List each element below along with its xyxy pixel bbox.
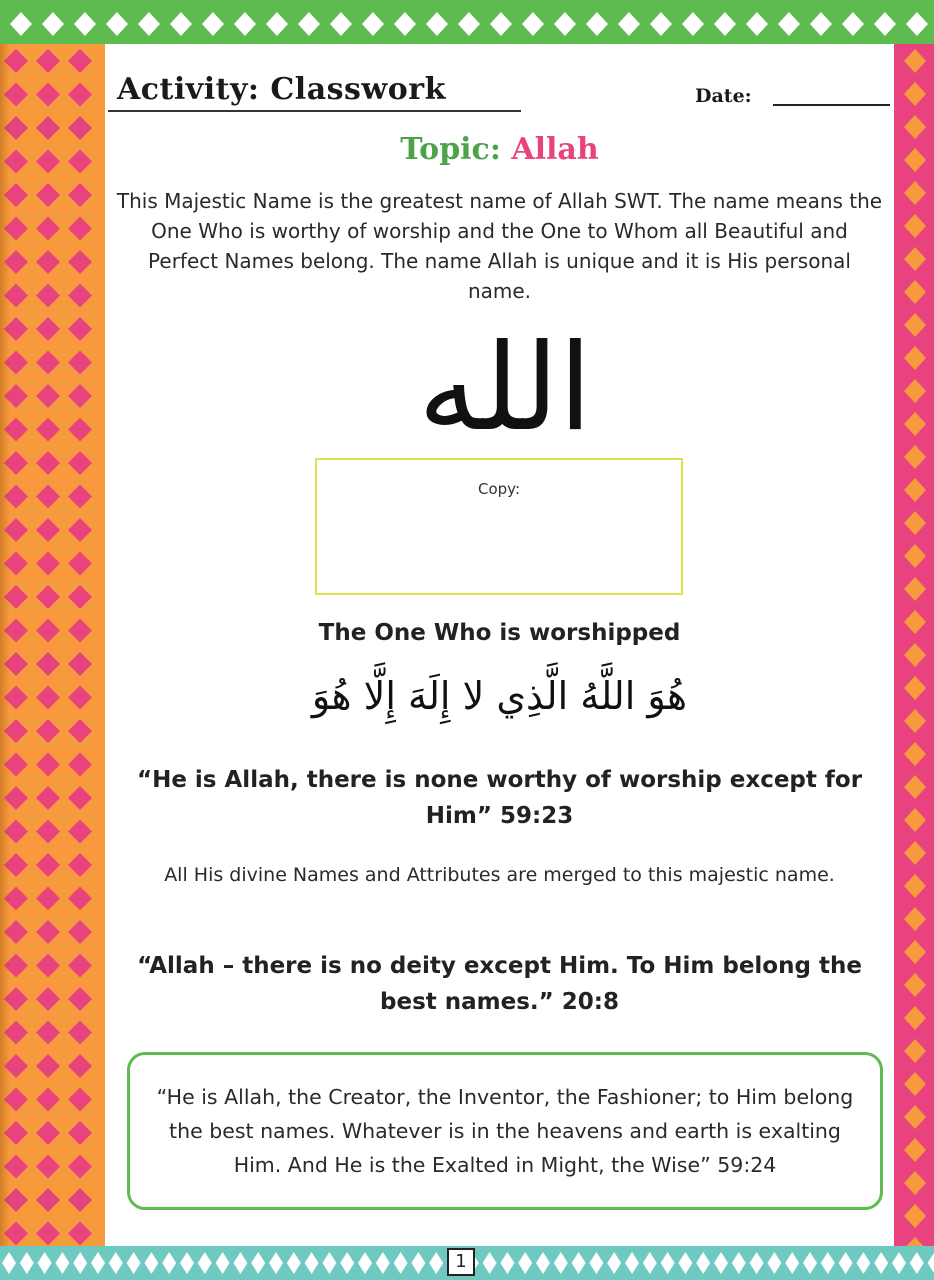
arabic-verse: هُوَ اللَّهُ الَّذِي لا إِلَهَ إِلَّا هُوَ <box>311 674 688 718</box>
left-decorative-border <box>0 44 105 1246</box>
top-decorative-border <box>0 0 934 44</box>
copy-label: Copy: <box>477 480 520 498</box>
activity-title: Activity: Classwork <box>117 72 446 107</box>
page-spine-shadow <box>0 44 10 1246</box>
worksheet-page <box>105 44 894 1246</box>
attributes-paragraph: All His divine Names and Attributes are merged to this majestic name. <box>164 864 835 886</box>
intro-paragraph: This Majestic Name is the greatest name of Allah SWT. The name means the One Who is worthy of worship and the One to Whom all Beautiful and Perfect Names belong. The name Allah is unique and it is His personal name. <box>116 189 883 303</box>
orange-diamond-pattern-icon <box>894 44 934 1246</box>
topic-value: Allah <box>511 132 599 167</box>
allah-calligraphy-icon: الله <box>418 319 592 458</box>
date-label: Date: <box>695 85 752 107</box>
right-decorative-border <box>894 44 934 1246</box>
quote-59-23: “He is Allah, there is none worthy of worship except for Him” 59:23 <box>136 767 863 829</box>
copy-practice-box[interactable] <box>315 458 683 595</box>
pink-diamond-pattern-icon <box>0 44 105 1246</box>
topic-heading <box>105 132 894 167</box>
section-subheading: The One Who is worshipped <box>318 620 681 646</box>
topic-label: Topic: <box>400 132 501 167</box>
title-underline <box>108 110 521 112</box>
quote-20-8: “Allah – there is no deity except Him. To Him belong the best names.” 20:8 <box>137 953 862 1015</box>
boxed-quote-text: “He is Allah, the Creator, the Inventor, the Fashioner; to Him belong the best names. Whatever is in the heavens and earth is exalting Him. And He is the Exalted in Might, the Wise” 59:24 <box>156 1085 854 1177</box>
white-diamond-pattern-icon <box>0 0 934 44</box>
boxed-quote-59-24 <box>127 1052 883 1210</box>
date-field[interactable] <box>773 104 890 106</box>
page-number: 1 <box>447 1248 475 1276</box>
